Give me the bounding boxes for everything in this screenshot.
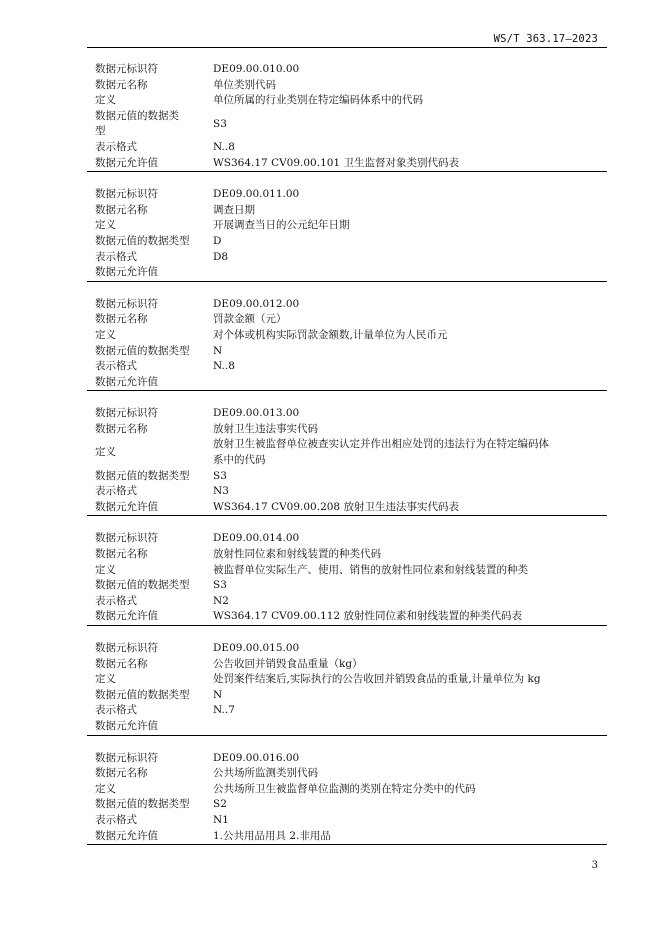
format-value: N..7 <box>213 704 235 717</box>
allowed-value <box>213 265 607 281</box>
datatype-value: S3 <box>213 117 227 130</box>
allowed-value: 1.公共用品用具 2.非用品 <box>213 829 331 842</box>
datatype-label: 数据元值的数据类型 <box>95 688 190 701</box>
name-row <box>87 547 607 563</box>
datatype-row <box>87 234 607 250</box>
page-number: 3 <box>591 860 598 871</box>
format-row <box>87 484 607 500</box>
data-element-block <box>87 531 607 626</box>
allowed-value <box>213 719 607 735</box>
format-row <box>87 813 607 829</box>
name-value: 公告收回并销毁食品重量（kg） <box>213 657 363 670</box>
definition-row <box>87 93 607 109</box>
format-row <box>87 359 607 375</box>
standard-code: WS/T 363.17—2023 <box>493 33 598 45</box>
definition-label: 定义 <box>95 219 116 232</box>
name-row <box>87 78 607 94</box>
datatype-row <box>87 688 607 704</box>
data-element-block <box>87 62 607 172</box>
name-label: 数据元名称 <box>95 548 148 561</box>
datatype-value: S3 <box>213 579 227 592</box>
name-row <box>87 422 607 438</box>
definition-row <box>87 563 607 579</box>
allowed-label: 数据元允许值 <box>95 829 158 842</box>
identifier-label: 数据元标识符 <box>95 188 158 201</box>
format-value: N1 <box>213 813 229 826</box>
datatype-value: S2 <box>213 798 227 811</box>
name-value: 罚款金额（元） <box>213 313 287 326</box>
allowed-label: 数据元允许值 <box>95 156 158 169</box>
identifier-row <box>87 531 607 547</box>
format-value: N2 <box>213 594 229 607</box>
format-label: 表示格式 <box>95 594 137 607</box>
allowed-value: WS364.17 CV09.00.112 放射性同位素和射线装置的种类代码表 <box>213 610 522 623</box>
header-rule <box>87 47 607 48</box>
identifier-row <box>87 406 607 422</box>
definition-row <box>87 672 607 688</box>
format-label: 表示格式 <box>95 250 137 263</box>
datatype-label: 数据元值的数据类型 <box>95 344 190 357</box>
identifier-value: DE09.00.015.00 <box>213 642 300 654</box>
allowed-label: 数据元允许值 <box>95 266 158 279</box>
name-label: 数据元名称 <box>95 203 148 216</box>
allowed-label: 数据元允许值 <box>95 719 158 732</box>
datatype-label-line: 数据元值的数据类 <box>95 109 179 122</box>
allowed-value: WS364.17 CV09.00.101 卫生监督对象类别代码表 <box>213 156 459 169</box>
format-value: N..8 <box>213 140 235 153</box>
datatype-label: 数据元值的数据类型 <box>95 579 190 592</box>
data-element-block <box>87 641 607 736</box>
data-element-block <box>87 187 607 282</box>
definition-line: 系中的代码 <box>213 454 266 467</box>
definition-label: 定义 <box>95 328 116 341</box>
datatype-value: S3 <box>213 469 227 482</box>
identifier-row <box>87 62 607 78</box>
definition-row <box>87 437 607 468</box>
datatype-label <box>87 109 213 140</box>
definition-value: 对个体或机构实际罚款金额数,计量单位为人民币元 <box>213 328 448 341</box>
identifier-value: DE09.00.014.00 <box>213 532 300 545</box>
allowed-value <box>213 375 607 391</box>
datatype-value: N <box>213 344 223 357</box>
identifier-value: DE09.00.011.00 <box>213 188 300 201</box>
identifier-label: 数据元标识符 <box>95 407 158 420</box>
name-row <box>87 312 607 328</box>
format-label: 表示格式 <box>95 813 137 826</box>
allowed-row <box>87 265 607 281</box>
allowed-label: 数据元允许值 <box>95 610 158 623</box>
definition-value: 开展调查当日的公元纪年日期 <box>213 219 350 232</box>
datatype-row <box>87 344 607 360</box>
definition-label: 定义 <box>95 94 116 107</box>
format-row <box>87 703 607 719</box>
datatype-label: 数据元值的数据类型 <box>95 469 190 482</box>
name-value: 放射性同位素和射线装置的种类代码 <box>213 548 381 561</box>
format-label: 表示格式 <box>95 485 137 498</box>
format-row <box>87 250 607 266</box>
format-value: N..8 <box>213 360 235 373</box>
definition-label: 定义 <box>95 673 116 686</box>
allowed-label: 数据元允许值 <box>95 500 158 513</box>
definition-label: 定义 <box>95 446 116 459</box>
identifier-value: DE09.00.012.00 <box>213 297 300 310</box>
format-label: 表示格式 <box>95 704 137 717</box>
definition-label: 定义 <box>95 782 116 795</box>
identifier-row <box>87 641 607 657</box>
name-row <box>87 766 607 782</box>
allowed-row <box>87 719 607 735</box>
identifier-row <box>87 751 607 767</box>
identifier-label: 数据元标识符 <box>95 63 158 75</box>
format-value: D8 <box>213 250 229 263</box>
allowed-row <box>87 609 607 625</box>
datatype-value: D <box>213 234 222 247</box>
identifier-label: 数据元标识符 <box>95 642 158 654</box>
definition-row <box>87 782 607 798</box>
data-element-block <box>87 297 607 392</box>
definition-label: 定义 <box>95 563 116 576</box>
allowed-label: 数据元允许值 <box>95 375 158 388</box>
name-label: 数据元名称 <box>95 767 148 780</box>
datatype-row <box>87 797 607 813</box>
identifier-label: 数据元标识符 <box>95 297 158 310</box>
allowed-row <box>87 156 607 172</box>
name-row <box>87 203 607 219</box>
format-row <box>87 594 607 610</box>
datatype-row <box>87 109 607 140</box>
identifier-label: 数据元标识符 <box>95 532 158 545</box>
identifier-row <box>87 297 607 313</box>
name-value: 公共场所监测类别代码 <box>213 767 318 780</box>
definition-line: 放射卫生被监督单位被查实认定并作出相应处罚的违法行为在特定编码体 <box>213 438 549 451</box>
allowed-value: WS364.17 CV09.00.208 放射卫生违法事实代码表 <box>213 500 459 513</box>
name-label: 数据元名称 <box>95 313 148 326</box>
name-row <box>87 657 607 673</box>
allowed-row <box>87 375 607 391</box>
datatype-value: N <box>213 688 223 701</box>
data-element-list <box>87 62 607 860</box>
definition-row <box>87 328 607 344</box>
definition-value: 单位所属的行业类别在特定编码体系中的代码 <box>213 94 423 107</box>
allowed-row <box>87 500 607 516</box>
name-value: 单位类别代码 <box>213 78 276 91</box>
definition-row <box>87 218 607 234</box>
allowed-row <box>87 829 607 845</box>
definition-value: 公共场所卫生被监督单位监测的类别在特定分类中的代码 <box>213 782 476 795</box>
identifier-row <box>87 187 607 203</box>
format-label: 表示格式 <box>95 360 137 373</box>
identifier-value: DE09.00.016.00 <box>213 751 300 764</box>
name-value: 调查日期 <box>213 203 255 216</box>
datatype-label-line: 型 <box>95 125 106 138</box>
name-label: 数据元名称 <box>95 657 148 670</box>
name-value: 放射卫生违法事实代码 <box>213 422 318 435</box>
format-label: 表示格式 <box>95 140 137 153</box>
name-label: 数据元名称 <box>95 422 148 435</box>
data-element-block <box>87 751 607 846</box>
identifier-value: DE09.00.010.00 <box>213 63 300 75</box>
datatype-row <box>87 469 607 485</box>
data-element-block <box>87 406 607 516</box>
identifier-label: 数据元标识符 <box>95 751 158 764</box>
identifier-value: DE09.00.013.00 <box>213 407 300 420</box>
format-row <box>87 140 607 156</box>
format-value: N3 <box>213 485 229 498</box>
definition-value: 处罚案件结案后,实际执行的公告收回并销毁食品的重量,计量单位为 kg <box>213 673 541 686</box>
datatype-label: 数据元值的数据类型 <box>95 234 190 247</box>
definition-value: 被监督单位实际生产、使用、销售的放射性同位素和射线装置的种类 <box>213 563 528 576</box>
name-label: 数据元名称 <box>95 78 148 91</box>
datatype-label: 数据元值的数据类型 <box>95 798 190 811</box>
definition-value <box>213 437 607 468</box>
datatype-row <box>87 578 607 594</box>
